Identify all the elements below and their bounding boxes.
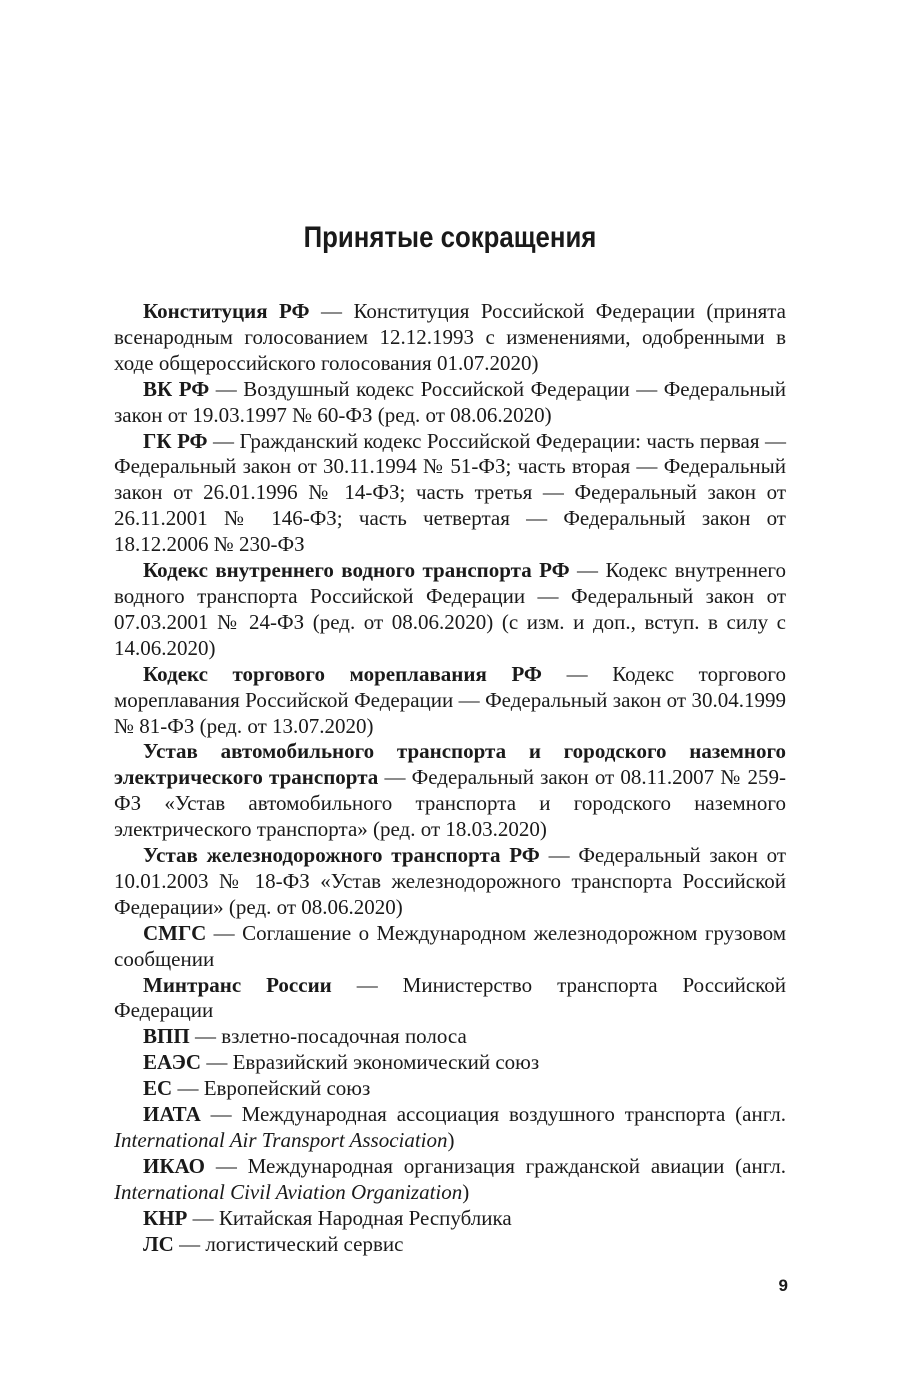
list-item: Конституция РФ — Конституция Российской Федерации (принята всенародным голосованием 12.12.1993 с изменениями, одобренными в ходе общероссийского голосования 01.07.2020) bbox=[114, 299, 787, 375]
list-item: Устав железнодорожного транспорта РФ — Федеральный закон от 10.01.2003 № 18-ФЗ «Устав железнодорожного транспорта Российской Федерации» (ред. от 08.06.2020) bbox=[114, 843, 786, 919]
abbreviation-definition: логистический сервис bbox=[205, 1231, 404, 1256]
abbreviation-term: Минтранс России bbox=[143, 972, 332, 997]
abbreviation-term: Конституция РФ bbox=[143, 299, 310, 323]
abbreviation-definition: Европейский союз bbox=[203, 1076, 371, 1101]
abbreviation-term: КНР bbox=[143, 1205, 188, 1230]
abbreviation-term: СМГС bbox=[143, 920, 207, 945]
abbreviation-definition: взлетно-посадочная полоса bbox=[221, 1024, 467, 1049]
abbreviation-definition: Международная ассоциация воздушного транспорта (англ. bbox=[241, 1102, 786, 1127]
abbreviation-term: ИКАО bbox=[143, 1153, 206, 1178]
abbreviation-term: ЕАЭС bbox=[143, 1050, 202, 1075]
page-number: 9 bbox=[778, 1276, 788, 1295]
abbreviation-term: Устав автомобильного транспорта и городского наземного электрического транспорта bbox=[114, 739, 786, 790]
list-item: ВПП — взлетно-посадочная полоса bbox=[143, 1024, 467, 1049]
abbreviation-term: ИАТА bbox=[143, 1102, 201, 1127]
list-item: КНР — Китайская Народная Республика bbox=[143, 1205, 512, 1230]
list-item: Минтранс России — Министерство транспорта Российской Федерации bbox=[114, 972, 787, 1023]
abbreviation-term: ЛС bbox=[143, 1231, 174, 1256]
list-item: ВК РФ — Воздушный кодекс Российской Федерации — Федеральный закон от 19.03.1997 № 60-ФЗ (ред. от 08.06.2020) bbox=[114, 376, 787, 427]
abbreviation-definition: Федеральный закон от 10.01.2003 № 18-ФЗ «Устав железнодорожного транспорта Российской Федерации» (ред. от 08.06.2020) bbox=[114, 843, 786, 919]
abbreviation-term: ЕС bbox=[143, 1076, 173, 1101]
english-name: International Air Transport Association bbox=[114, 1128, 448, 1152]
list-item: Кодекс торгового мореплавания РФ — Кодекс торгового мореплавания Российской Федерации — Федеральный закон от 30.04.1999 № 81-ФЗ (ред. от 13.07.2020) bbox=[114, 661, 787, 738]
abbreviation-term: Устав железнодорожного транспорта РФ bbox=[143, 843, 540, 868]
list-item: ГК РФ — Гражданский кодекс Российской Федерации: часть первая — Федеральный закон от 30.11.1994 № 51-ФЗ; часть вторая — Федеральный закон от 26.01.1996 № 14-ФЗ; часть третья — Федеральный закон от 26.11.2001 № 146-ФЗ; часть четвертая — Федеральный закон от 18.12.2006 № 230-ФЗ bbox=[114, 428, 786, 557]
list-item: ЕС — Европейский союз bbox=[143, 1076, 371, 1101]
abbreviation-definition: Китайская Народная Республика bbox=[218, 1205, 512, 1230]
list-item: СМГС — Соглашение о Международном железнодорожном грузовом сообщении bbox=[114, 920, 787, 971]
abbreviation-definition: Евразийский экономический союз bbox=[232, 1050, 540, 1075]
list-item: Кодекс внутреннего водного транспорта РФ — Кодекс внутреннего водного транспорта Российской Федерации — Федеральный закон от 07.03.2001 № 24-ФЗ (ред. от 08.06.2020) (с изм. и доп., вступ. в силу с 14.06.2020) bbox=[114, 558, 786, 660]
abbreviation-definition: Федеральный закон от 08.11.2007 № 259-ФЗ «Устав автомобильного транспорта и городского наземного электрического транспорта» (ред. от 18.03.2020) bbox=[114, 765, 786, 842]
list-item: ЕАЭС — Евразийский экономический союз bbox=[143, 1050, 540, 1075]
list-item: ЛС — логистический сервис bbox=[143, 1231, 404, 1256]
abbreviation-definition: Кодекс торгового мореплавания Российской Федерации — Федеральный закон от 30.04.1999 № 81-ФЗ (ред. от 13.07.2020) bbox=[114, 661, 787, 738]
abbreviation-definition: Министерство транспорта Российской Федерации bbox=[114, 972, 787, 1023]
abbreviations-list bbox=[114, 299, 786, 1258]
abbreviation-term: ГК РФ bbox=[143, 428, 208, 453]
abbreviation-term: ВПП bbox=[143, 1024, 190, 1049]
abbreviation-term: ВК РФ bbox=[143, 376, 210, 401]
abbreviation-definition: Гражданский кодекс Российской Федерации: часть первая — Федеральный закон от 30.11.1994 № 51-ФЗ; часть вторая — Федеральный закон от 26.01.1996 № 14-ФЗ; часть третья — Федеральный закон от 26.11.2001 № 146-ФЗ; часть четвертая — Федеральный закон от 18.12.2006 № 230-ФЗ bbox=[114, 428, 786, 557]
list-item: Устав автомобильного транспорта и городского наземного электрического транспорта — Федеральный закон от 08.11.2007 № 259-ФЗ «Устав автомобильного транспорта и городского наземного электрического транспорта» (ред. от 18.03.2020) bbox=[114, 739, 786, 842]
page-title: Принятые сокращения bbox=[303, 221, 597, 254]
abbreviation-definition: Международная организация гражданской авиации (англ. bbox=[247, 1153, 786, 1178]
abbreviation-definition: Воздушный кодекс Российской Федерации — Федеральный закон от 19.03.1997 № 60-ФЗ (ред. от 08.06.2020) bbox=[114, 376, 787, 427]
abbreviation-definition: Соглашение о Международном железнодорожном грузовом сообщении bbox=[114, 920, 787, 971]
list-item: ИАТА — Международная ассоциация воздушного транспорта (англ. International Air Transport Association) bbox=[114, 1102, 786, 1152]
english-name: International Civil Aviation Organization bbox=[114, 1179, 463, 1204]
abbreviation-definition: Конституция Российской Федерации (принята всенародным голосованием 12.12.1993 с изменениями, одобренными в ходе общероссийского голосования 01.07.2020) bbox=[114, 299, 787, 375]
abbreviation-definition: Кодекс внутреннего водного транспорта Российской Федерации — Федеральный закон от 07.03.2001 № 24-ФЗ (ред. от 08.06.2020) (с изм. и доп., вступ. в силу с 14.06.2020) bbox=[114, 558, 786, 660]
abbreviation-term: Кодекс внутреннего водного транспорта РФ bbox=[143, 558, 570, 583]
abbreviation-term: Кодекс торгового мореплавания РФ bbox=[143, 661, 542, 686]
list-item: ИКАО — Международная организация гражданской авиации (англ. International Civil Aviation Organization) bbox=[114, 1153, 786, 1204]
